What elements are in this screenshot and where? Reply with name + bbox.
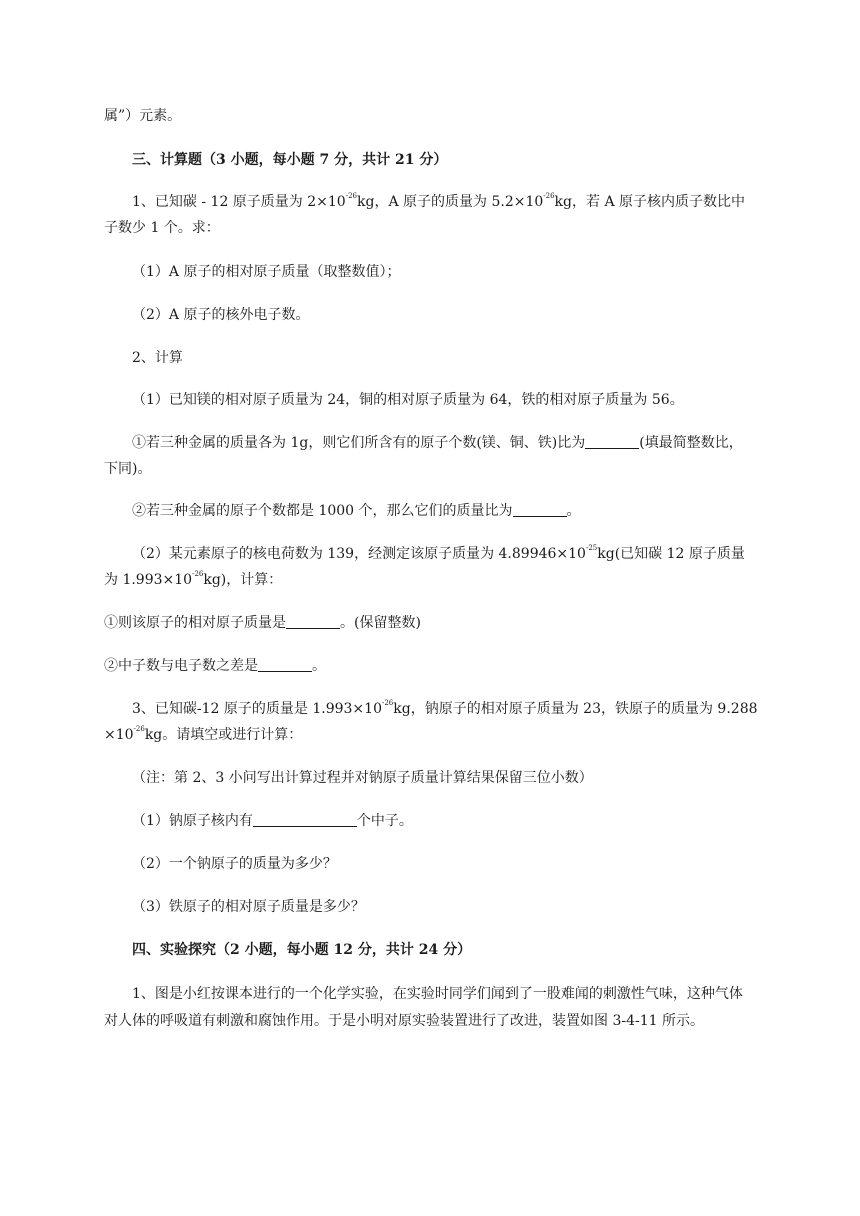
answer-blank — [513, 502, 567, 517]
fragment-text: 属”）元素。 — [104, 108, 182, 124]
question-3-2-item-1-line-2: 下同)。 — [104, 461, 152, 477]
section-3-title: 三、计算题（3 小题，每小题 7 分，共计 21 分） — [132, 152, 448, 168]
question-3-1-line-2: 子数少 1 个。求： — [104, 220, 220, 236]
question-3-2-item-1-line-1: ①若三种金属的质量各为 1g，则它们所含有的原子个数(镁、铜、铁)比为 (填最简整数比， — [132, 435, 743, 451]
question-4-1-line-1: 1、图是小红按课本进行的一个化学实验，在实验时同学们闻到了一股难闻的刺激性气味，这种气体 — [132, 986, 743, 1002]
question-3-1-line-1: 1、已知碳 - 12 原子质量为 $2\times 10^{-26}kg$，A 原子的质量为 $5.2\times 10^{-26}kg$，若 A 原子核内质子数比中 — [132, 192, 746, 210]
question-3-2-part-2-line-2: 为 $1.993\times 10^{-26}kg$)，计算： — [104, 570, 283, 588]
question-4-1-line-2: 对人体的呼吸道有刺激和腐蚀作用。于是小明对原实验装置进行了改进，装置如图 3-4-11 所示。 — [104, 1013, 704, 1029]
question-3-3-sub-1: （1）钠原子核内有 个中子。 — [132, 813, 413, 829]
question-3-2-part-2-line-1: （2）某元素原子的核电荷数为 139，经测定该原子质量为 $4.89946\times 10^{-25}kg$(已知碳 12 原子质量 — [132, 544, 745, 562]
question-3-1-sub-1: （1）A 原子的相对原子质量（取整数值）； — [132, 264, 401, 280]
answer-blank — [286, 614, 340, 629]
answer-blank — [253, 812, 357, 827]
question-3-3-line-1: 3、已知碳-12 原子的质量是 $1.993\times 10^{-26}kg$，钠原子的相对原子质量为 23，铁原子的质量为 9.288 — [132, 699, 758, 717]
section-4-title: 四、实验探究（2 小题，每小题 12 分，共计 24 分） — [132, 942, 472, 958]
question-3-3-sub-2: （2）一个钠原子的质量为多少？ — [132, 856, 337, 872]
question-3-2-item-4: ②中子数与电子数之差是 。 — [104, 658, 326, 674]
answer-blank — [258, 657, 312, 672]
question-3-2-item-2: ②若三种金属的原子个数都是 1000 个，那么它们的质量比为 。 — [132, 503, 581, 519]
question-3-2-part-1: （1）已知镁的相对原子质量为 24，铜的相对原子质量为 64，铁的相对原子质量为 56。 — [132, 392, 684, 408]
question-3-3-note: （注：第 2、3 小问写出计算过程并对钠原子质量计算结果保留三位小数） — [132, 770, 593, 786]
question-3-3-sub-3: （3）铁原子的相对原子质量是多少？ — [132, 899, 365, 915]
question-3-2-item-3: ①则该原子的相对原子质量是 。(保留整数) — [104, 615, 421, 631]
question-3-3-line-2: $\times 10^{-26}kg$。请填空或进行计算： — [104, 725, 303, 743]
question-3-1-sub-2: （2）A 原子的核外电子数。 — [132, 307, 310, 323]
answer-blank — [585, 434, 639, 449]
question-3-2-title: 2、计算 — [132, 350, 183, 366]
